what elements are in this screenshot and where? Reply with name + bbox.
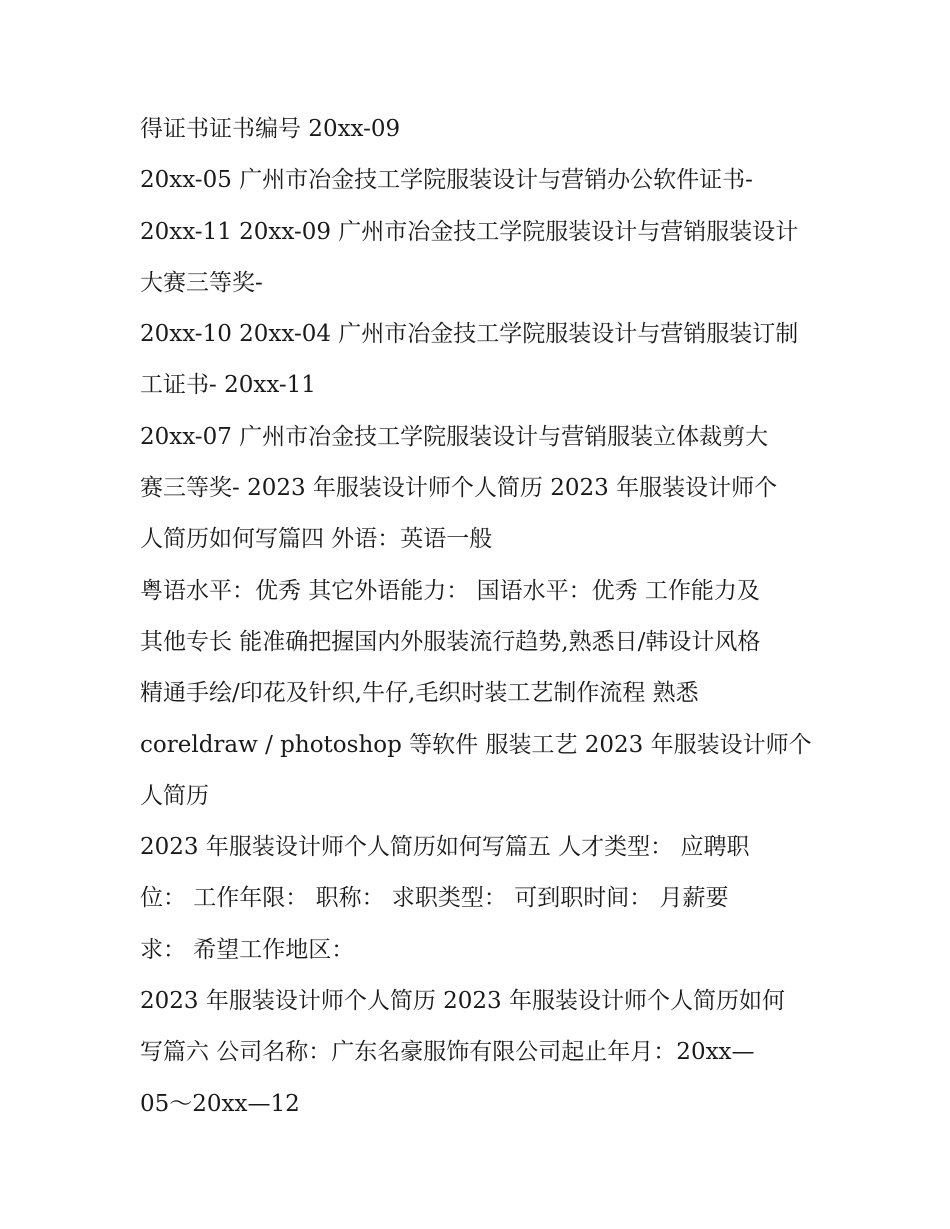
text-line: 赛三等奖- 2023 年服装设计师个人简历 2023 年服装设计师个 — [140, 475, 778, 502]
text-line: 2023 年服装设计师个人简历 2023 年服装设计师个人简历如何 — [140, 988, 785, 1015]
text-line: 20xx-11 20xx-09 广州市冶金技工学院服装设计与营销服装设计 — [140, 218, 799, 245]
text-line: 写篇六 公司名称：广东名豪服饰有限公司起止年月：20xx— — [140, 1039, 755, 1066]
text-line: 得证书证书编号 20xx-09 — [140, 116, 401, 142]
text-line: 工证书- 20xx-11 — [140, 372, 316, 399]
text-line: 粤语水平：优秀 其它外语能力： 国语水平：优秀 工作能力及 — [140, 577, 760, 604]
text-line: 20xx-05 广州市冶金技工学院服装设计与营销办公软件证书- — [140, 167, 753, 194]
text-line: coreldraw / photoshop 等软件 服装工艺 2023 年服装设计师个 — [140, 731, 812, 758]
text-line: 20xx-10 20xx-04 广州市冶金技工学院服装设计与营销服装订制 — [140, 321, 799, 348]
text-line: 人简历 — [140, 782, 209, 809]
document-body — [140, 104, 820, 1130]
text-line: 人简历如何写篇四 外语：英语一般 — [140, 526, 493, 553]
text-line: 求： 希望工作地区： — [140, 936, 355, 963]
text-line: 05～20xx—12 — [140, 1090, 300, 1117]
text-line: 大赛三等奖- — [140, 269, 263, 296]
text-line: 位： 工作年限： 职称： 求职类型： 可到职时间： 月薪要 — [140, 885, 729, 912]
text-line: 其他专长 能准确把握国内外服装流行趋势,熟悉日/韩设计风格 — [140, 628, 761, 655]
text-line: 精通手绘/印花及针织,牛仔,毛织时装工艺制作流程 熟悉 — [140, 680, 699, 707]
text-line: 2023 年服装设计师个人简历如何写篇五 人才类型： 应聘职 — [140, 834, 750, 861]
text-line: 20xx-07 广州市冶金技工学院服装设计与营销服装立体裁剪大 — [140, 423, 769, 450]
